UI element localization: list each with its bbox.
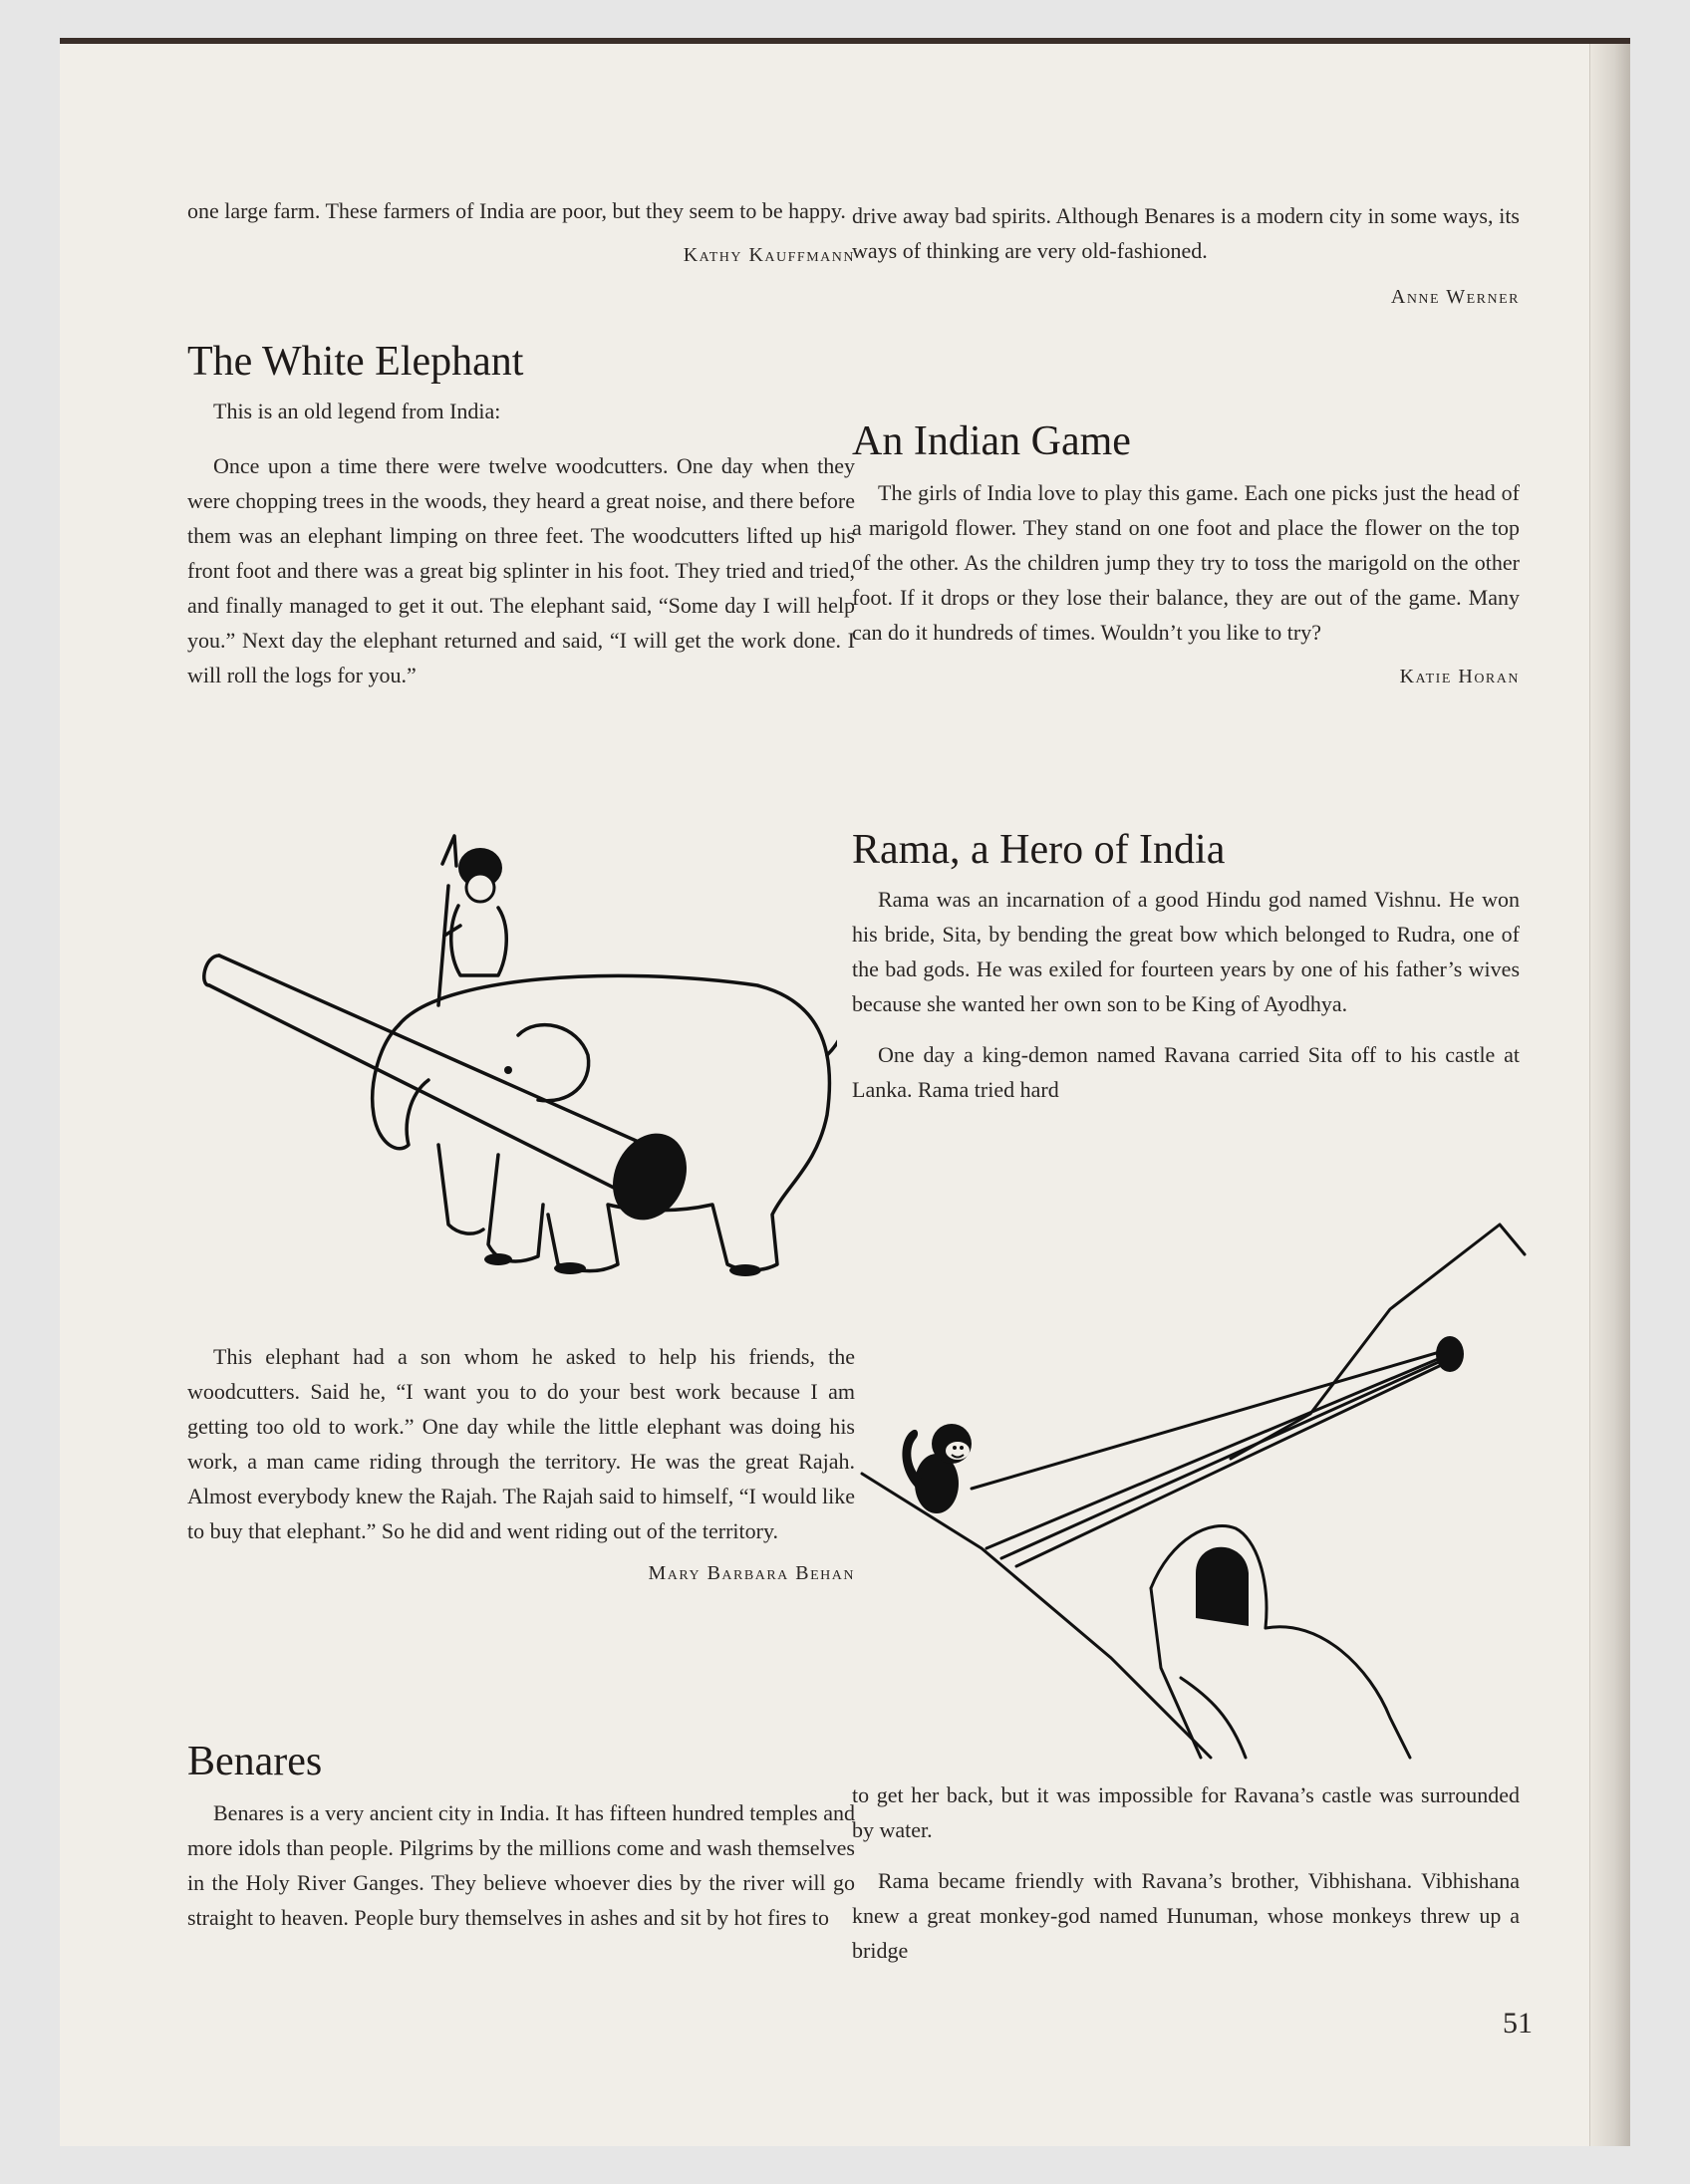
indian-game-paragraph: The girls of India love to play this game. Each one picks just the head of a marigold flower. They stand on one foot and place the flower on the top of the other. As the children jump they try to toss the marigold on the other foot. If it drops or they lose their balance, they are out of the game. Many can do it hundreds of times. Wouldn’t you like to try?	[852, 480, 1520, 645]
rama-title: Rama, a Hero of India	[852, 827, 1226, 873]
rama-article	[852, 826, 1520, 1107]
monkey-bridge-icon	[852, 1200, 1530, 1768]
book-page	[60, 38, 1630, 2146]
indian-game-article	[852, 417, 1520, 688]
white-elephant-paragraph-2: This elephant had a son whom he asked to help his friends, the woodcutters. Said he, “I want you to do your best work because I am getting too old to work.” One day while the little elephant was doing his work, a man came riding through the territory. He was the great Rajah. Almost everybody knew the Rajah. The Rajah said to himself, “I would like to buy that elephant.” So he did and went riding out of the territory.	[187, 1344, 855, 1543]
intro-paragraph: one large farm. These farmers of India are poor, but they seem to be happy.	[187, 198, 846, 223]
white-elephant-paragraph-1: Once upon a time there were twelve woodcutters. One day when they were chopping trees in the woods, they heard a great noise, and there before them was an elephant limping on three feet. The woodcutters lifted up his front foot and there was a great big splinter in his foot. They tried and tried, and finally managed to get it out. The elephant said, “Some day I will help you.” Next day the elephant returned and said, “I will get the work done. I will roll the logs for you.”	[187, 453, 855, 687]
indian-game-byline: Katie Horan	[1399, 666, 1520, 687]
rama-paragraph-4: Rama became friendly with Ravana’s brother, Vibhishana. Vibhishana knew a great monkey-god named Hunuman, whose monkeys threw up a bridge	[852, 1868, 1520, 1963]
rama-paragraph-3: to get her back, but it was impossible for Ravana’s castle was surrounded by water.	[852, 1782, 1520, 1842]
white-elephant-title: The White Elephant	[187, 339, 524, 385]
white-elephant-intro: This is an old legend from India:	[213, 399, 501, 423]
page-number: 51	[1503, 2007, 1533, 2040]
benares-continued-block	[852, 198, 1520, 309]
book-spine	[1589, 44, 1630, 2146]
benares-continued: drive away bad spirits. Although Benares is a modern city in some ways, its ways of thinking are very old-fashioned.	[852, 203, 1520, 263]
benares-article	[187, 1738, 855, 1935]
elephant-with-rider-icon	[199, 826, 837, 1304]
rama-continued	[852, 1777, 1520, 1968]
monkey-bridge-illustration	[852, 1200, 1530, 1768]
elephant-illustration	[199, 826, 837, 1304]
rama-paragraph-1: Rama was an incarnation of a good Hindu god named Vishnu. He won his bride, Sita, by bending the great bow which belonged to Rudra, one of the bad gods. He was exiled for fourteen years by one of his father’s wives because she wanted her own son to be King of Ayodhya.	[852, 887, 1520, 1016]
left-column-intro	[187, 193, 855, 267]
benares-byline: Anne Werner	[1390, 286, 1520, 308]
white-elephant-byline: Mary Barbara Behan	[648, 1562, 855, 1584]
white-elephant-article	[187, 338, 855, 692]
rama-paragraph-2: One day a king-demon named Ravana carried Sita off to his castle at Lanka. Rama tried hard	[852, 1042, 1520, 1102]
intro-byline: Kathy Kauffmann	[683, 244, 855, 266]
benares-title: Benares	[187, 1739, 323, 1784]
white-elephant-continued	[187, 1339, 855, 1585]
indian-game-title: An Indian Game	[852, 418, 1131, 464]
benares-paragraph: Benares is a very ancient city in India. It has fifteen hundred temples and more idols than people. Pilgrims by the millions come and wash themselves in the Holy River Ganges. They believe whoever dies by the river will go straight to heaven. People bury themselves in ashes and sit by hot fires to	[187, 1800, 855, 1930]
